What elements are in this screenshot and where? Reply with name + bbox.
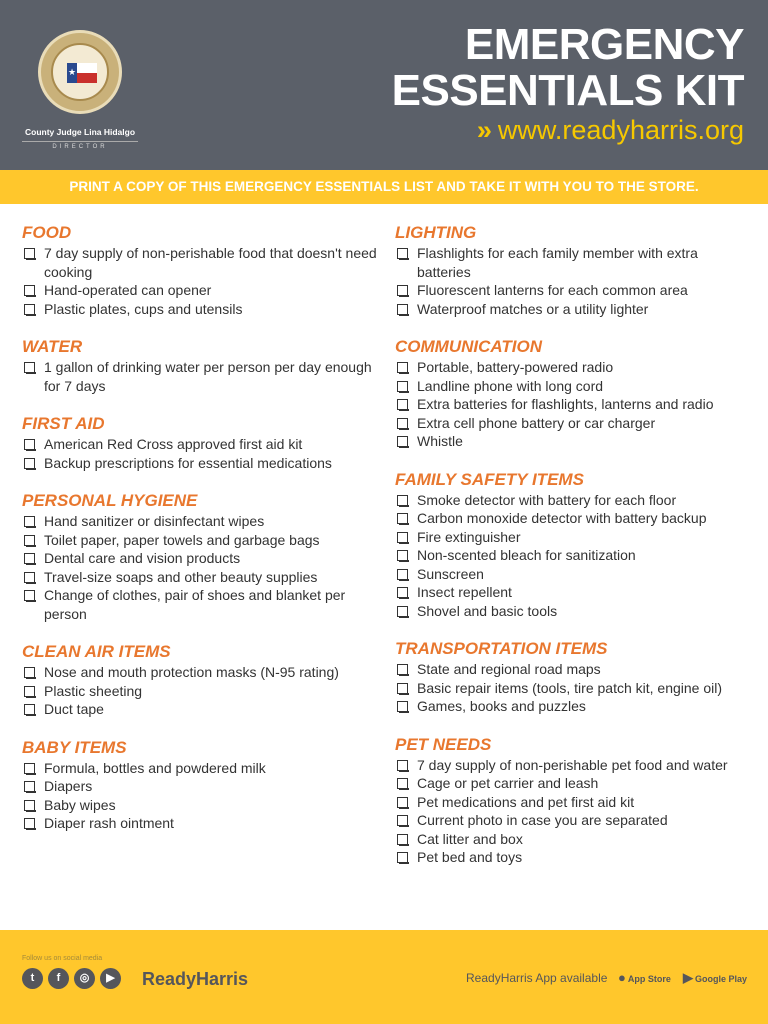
checklist-item: [22, 568, 382, 587]
checklist-item: [395, 377, 755, 396]
checklist-item-label: Fire extinguisher: [417, 528, 521, 545]
checklist-item: [22, 682, 382, 701]
checklist-item: [395, 244, 755, 281]
checklist-item-label: Plastic sheeting: [44, 682, 143, 699]
section-food: [22, 222, 382, 318]
checkbox-icon[interactable]: [397, 778, 408, 789]
checkbox-icon[interactable]: [24, 439, 35, 450]
checklist-item: [22, 663, 382, 682]
checklist-item-label: 1 gallon of drinking water per person per day enough for 7 days: [44, 359, 372, 394]
checkbox-icon[interactable]: [24, 458, 35, 469]
checklist-item: [22, 549, 382, 568]
checkbox-icon[interactable]: [397, 569, 408, 580]
checkbox-icon[interactable]: [397, 760, 408, 771]
section-first-aid: [22, 413, 382, 472]
checklist-item: [22, 512, 382, 531]
checklist-item: [395, 660, 755, 679]
app-available-text: ReadyHarris App available: [466, 971, 608, 985]
checkbox-icon[interactable]: [24, 553, 35, 564]
checklist-item-label: Non-scented bleach for sanitization: [417, 547, 636, 563]
checklist-item: [395, 281, 755, 300]
follow-label: Follow us on social media: [22, 955, 103, 962]
checklist-item: [22, 586, 382, 623]
checklist-item-label: Shovel and basic tools: [417, 602, 558, 619]
checklist-item: [395, 546, 755, 565]
section-title: COMMUNICATION: [395, 337, 542, 356]
checklist-item: [395, 830, 755, 849]
checklist-item: [22, 759, 382, 778]
section-baby-items: [22, 737, 382, 833]
checklist-item: [22, 531, 382, 550]
checklist-item-label: Basic repair items (tools, tire patch kit, engine oil): [417, 679, 723, 696]
checkbox-icon[interactable]: [24, 763, 35, 774]
left-column: [22, 222, 382, 851]
section-title: PET NEEDS: [395, 734, 492, 754]
checkbox-icon[interactable]: [397, 587, 408, 598]
checklist-item: [395, 491, 755, 510]
checklist-item: [395, 774, 755, 793]
checklist-item: [395, 358, 755, 377]
checklist-item: [395, 697, 755, 716]
website-link[interactable]: [477, 115, 744, 146]
checklist-item-label: State and regional road maps: [417, 661, 601, 677]
checklist-item-label: Nose and mouth protection masks (N-95 rating): [44, 664, 339, 680]
checkbox-icon[interactable]: [397, 418, 408, 429]
section-pet-needs: [395, 734, 755, 867]
checklist-item: [22, 244, 382, 281]
section-personal-hygiene: [22, 490, 382, 623]
checklist-item-label: 7 day supply of non-perishable food that doesn't need cooking: [44, 245, 377, 280]
checklist-item: [22, 358, 382, 395]
checklist-item: [22, 300, 382, 319]
judge-name: County Judge Lina Hidalgo: [24, 127, 136, 137]
checklist-item: [22, 435, 382, 454]
checkbox-icon[interactable]: [397, 815, 408, 826]
checklist-item-label: Pet bed and toys: [417, 849, 523, 865]
checklist-item-label: American Red Cross approved first aid kit: [44, 436, 303, 452]
checklist-item-label: Extra cell phone battery or car charger: [417, 414, 656, 431]
section-title: TRANSPORTATION ITEMS: [395, 639, 608, 658]
checklist-item-label: Sunscreen: [417, 565, 484, 582]
checkbox-icon[interactable]: [397, 304, 408, 315]
checklist-item-label: Hand sanitizer or disinfectant wipes: [44, 513, 265, 529]
checklist-item: [395, 395, 755, 414]
section-title: PERSONAL HYGIENE: [22, 491, 198, 510]
website-url: www.readyharris.org: [497, 115, 744, 145]
print-banner: PRINT A COPY OF THIS EMERGENCY ESSENTIALS LIST AND TAKE IT WITH YOU TO THE STORE.: [0, 170, 768, 204]
checklist-item: [22, 454, 382, 473]
checkbox-icon[interactable]: [397, 701, 408, 712]
checklist-item-label: Dental care and vision products: [44, 550, 241, 566]
checklist-item: [395, 811, 755, 830]
checkbox-icon[interactable]: [397, 513, 408, 524]
section-title: FAMILY SAFETY ITEMS: [395, 469, 584, 489]
checklist-item: [22, 777, 382, 796]
twitter-icon[interactable]: t: [22, 968, 43, 989]
section-title: WATER: [22, 337, 83, 356]
checklist-item-label: Smoke detector with battery for each floor: [417, 491, 677, 508]
checklist-item-label: Pet medications and pet first aid kit: [417, 793, 635, 810]
checkbox-icon[interactable]: [24, 800, 35, 811]
checklist-item: [395, 414, 755, 433]
section-title: CLEAN AIR ITEMS: [22, 642, 171, 661]
checkbox-icon[interactable]: [397, 834, 408, 845]
checklist-item-label: Carbon monoxide detector with battery backup: [417, 510, 707, 526]
header: [0, 0, 768, 170]
checklist-item: [395, 602, 755, 621]
checklist-item-label: Fluorescent lanterns for each common area: [417, 282, 688, 298]
checklist-item: [395, 583, 755, 602]
checklist-item-label: Hand-operated can opener: [44, 282, 212, 298]
checklist-item-label: Travel-size soaps and other beauty supplies: [44, 568, 318, 585]
checklist-item-label: Cat litter and box: [417, 830, 523, 847]
section-lighting: [395, 222, 755, 318]
checklist-item-label: Baby wipes: [44, 796, 116, 813]
checkbox-icon[interactable]: [397, 550, 408, 561]
checkbox-icon[interactable]: [397, 495, 408, 506]
footer: [0, 930, 768, 1024]
checkbox-icon[interactable]: [24, 590, 35, 601]
social-links: [22, 968, 126, 989]
section-title: FIRST AID: [22, 414, 105, 433]
checklist-item: [395, 848, 755, 867]
brand-name: ReadyHarris: [142, 969, 249, 989]
section-title: LIGHTING: [395, 223, 477, 242]
checkbox-icon[interactable]: [24, 535, 35, 546]
chevron-right-icon: »: [476, 115, 492, 145]
google-play-link[interactable]: ▶ Google Play: [683, 970, 748, 985]
checklist-item: [395, 793, 755, 812]
texas-flag-icon: ★: [67, 63, 97, 83]
checklist-item: [22, 796, 382, 815]
checklist-item-label: Backup prescriptions for essential medications: [44, 454, 332, 471]
section-clean-air-items: [22, 641, 382, 719]
checkbox-icon[interactable]: [397, 683, 408, 694]
checklist-item-label: Plastic plates, cups and utensils: [44, 300, 243, 317]
section-title: FOOD: [22, 223, 72, 242]
checklist-item: [395, 528, 755, 547]
checklist-item-label: Games, books and puzzles: [417, 698, 586, 714]
checklist-item-label: Portable, battery-powered radio: [417, 359, 614, 375]
checklist-item-label: Whistle: [417, 433, 463, 449]
page-title: EMERGENCY ESSENTIALS KIT: [391, 20, 744, 115]
checkbox-icon[interactable]: [397, 399, 408, 410]
checkbox-icon[interactable]: [24, 362, 35, 373]
checklist-item: [22, 281, 382, 300]
checkbox-icon[interactable]: [397, 532, 408, 543]
checklist-item-label: Current photo in case you are separated: [417, 812, 668, 828]
youtube-icon[interactable]: ▶: [100, 968, 121, 989]
section-water: [22, 336, 382, 395]
checklist-item-label: Insect repellent: [417, 584, 512, 600]
right-column: [395, 222, 755, 885]
checkbox-icon[interactable]: [397, 436, 408, 447]
checkbox-icon[interactable]: [397, 248, 408, 259]
county-seal-icon: [38, 30, 122, 114]
checklist-item: [395, 300, 755, 319]
checklist-item: [22, 814, 382, 833]
checkbox-icon[interactable]: [24, 704, 35, 715]
checklist-item: [22, 700, 382, 719]
play-icon: ▶: [683, 970, 693, 985]
checkbox-icon[interactable]: [397, 362, 408, 373]
checkbox-icon[interactable]: [24, 516, 35, 527]
checklist-item: [395, 432, 755, 451]
checklist-item-label: Formula, bottles and powdered milk: [44, 759, 266, 776]
section-title: BABY ITEMS: [22, 737, 127, 757]
apple-icon: ●: [618, 970, 626, 985]
checkbox-icon[interactable]: [397, 285, 408, 296]
checkbox-icon[interactable]: [24, 304, 35, 315]
checkbox-icon[interactable]: [24, 667, 35, 678]
checkbox-icon[interactable]: [24, 781, 35, 792]
checklist-item-label: 7 day supply of non-perishable pet food and water: [417, 756, 728, 773]
checklist-item-label: Toilet paper, paper towels and garbage bags: [44, 531, 320, 548]
checkbox-icon[interactable]: [24, 248, 35, 259]
checklist-item-label: Flashlights for each family member with extra batteries: [417, 245, 698, 280]
app-store-link[interactable]: ● App Store: [618, 970, 671, 985]
checkbox-icon[interactable]: [397, 664, 408, 675]
checklist-item-label: Waterproof matches or a utility lighter: [417, 300, 649, 317]
section-family-safety-items: [395, 469, 755, 621]
checkbox-icon[interactable]: [397, 381, 408, 392]
checklist-item: [395, 565, 755, 584]
checklist-item: [395, 509, 755, 528]
checklist-item: [395, 679, 755, 698]
checklist-item-label: Diapers: [44, 778, 93, 794]
instagram-icon[interactable]: ◎: [74, 968, 95, 989]
checkbox-icon[interactable]: [24, 818, 35, 829]
checklist-item-label: Landline phone with long cord: [417, 377, 604, 394]
checklist-item: [395, 756, 755, 775]
section-communication: [395, 336, 755, 451]
checkbox-icon[interactable]: [397, 606, 408, 617]
checkbox-icon[interactable]: [24, 285, 35, 296]
checkbox-icon[interactable]: [397, 797, 408, 808]
checkbox-icon[interactable]: [24, 686, 35, 697]
checklist-item-label: Cage or pet carrier and leash: [417, 775, 599, 791]
checklist-item-label: Duct tape: [44, 701, 104, 717]
section-transportation-items: [395, 638, 755, 716]
facebook-icon[interactable]: f: [48, 968, 69, 989]
checklist-item-label: Diaper rash ointment: [44, 815, 174, 831]
checkbox-icon[interactable]: [24, 572, 35, 583]
checkbox-icon[interactable]: [397, 852, 408, 863]
checklist-item-label: Extra batteries for flashlights, lanterns and radio: [417, 396, 714, 412]
director-label: DIRECTOR: [22, 141, 138, 150]
checklist-item-label: Change of clothes, pair of shoes and blanket per person: [44, 587, 346, 622]
